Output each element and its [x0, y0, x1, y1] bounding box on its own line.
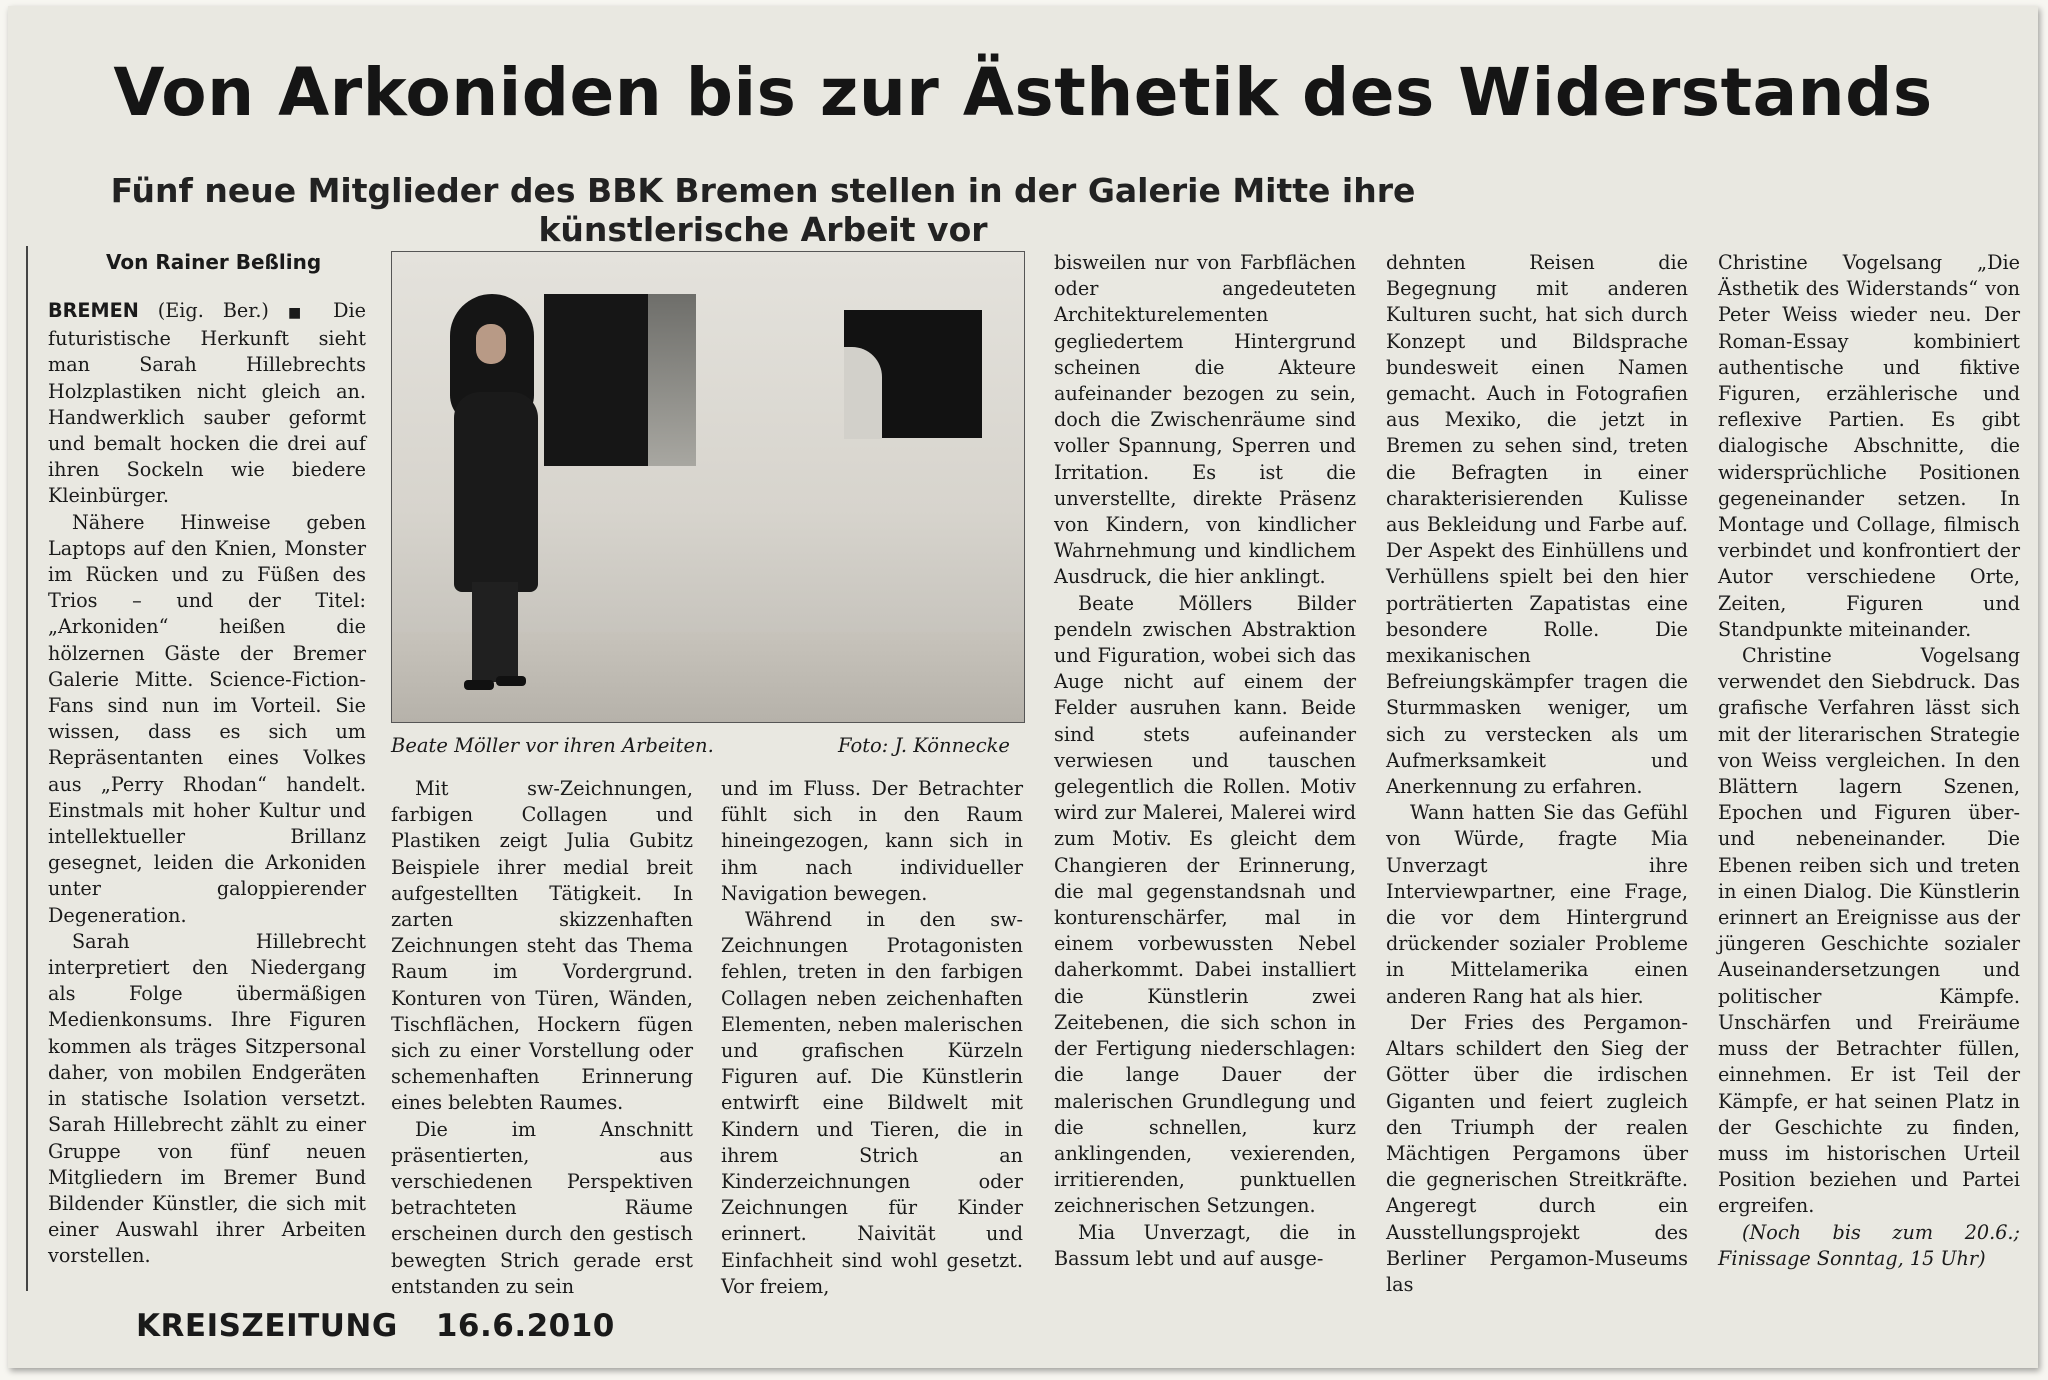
- person-body: [454, 392, 538, 592]
- paragraph: Christine Vogelsang verwendet den Siebdruck. Das grafische Verfahren lässt sich mit der literarischen Strategie von Weiss vergleichen. In den Blättern lagern Szenen, Epochen und Figuren über- und nebeneinander. Die Ebenen reiben sich und treten in einen Dialog. Die Künstlerin erinnert an Ereignisse aus der jüngeren Geschichte sozialer Auseinandersetzungen und politischer Kämpfe. Unschärfen und Freiräume muss der Betrachter füllen, einnehmen. Er ist Teil der Kämpfe, er hat seinen Platz in der Geschichte zu finden, muss im historischen Urteil Position beziehen und Partei ergreifen.: [1718, 644, 2020, 1218]
- article-column-6: [1718, 250, 2020, 1272]
- publication-footer: [136, 1308, 615, 1344]
- paragraph: Sarah Hillebrecht interpretiert den Niedergang als Folge übermäßigen Medienkonsums. Ihre Figuren kommen als träges Sitzpersonal daher, von mobilen Endgeräten in statische Isolation versetzt. Sarah Hillebrecht zählt zu einer Gruppe von fünf neuen Mitgliedern im Bremer Bund Bildender Künstler, die sich mit einer Auswahl ihrer Arbeiten vorstellen.: [48, 929, 366, 1268]
- publication-date: 16.6.2010: [435, 1308, 615, 1344]
- person-shoe: [464, 680, 494, 690]
- article-column-3: [721, 776, 1023, 1300]
- paragraph: bisweilen nur von Farbflächen oder angedeuteten Architekturelementen gegliedertem Hintergrund scheinen die Akteure aufeinander bezogen zu sein, doch die Zwischenräume sind voller Spannung, Sperren und Irritation. Es ist die unverstellte, direkte Präsenz von Kindern, von kindlicher Wahrnehmung und kindlichem Ausdruck, die hier anklingt.: [1054, 251, 1356, 589]
- photo-credit: Foto: J. Könnecke: [838, 734, 1010, 757]
- paragraph: dehnten Reisen die Begegnung mit anderen Kulturen sucht, hat sich durch Konzept und Bildsprache bundesweit einen Namen gemacht. Auch in Fotografien aus Mexiko, die jetzt in Bremen zu sehen sind, treten die Befragten in einer charakterisierenden Kulisse aus Bekleidung und Farbe auf. Der Aspekt des Einhüllens und Verhüllens spielt bei den hier porträtierten Zapatistas eine besondere Rolle. Die mexikanischen Befreiungskämpfer tragen die Sturmmasken weniger, um sich zu verstecken als um Aufmerksamkeit und Anerkennung zu erfahren.: [1386, 251, 1688, 799]
- paragraph: Der Fries des Pergamon-Altars schildert den Sieg der Götter über die irdischen Giganten und feiert zugleich den Triumph der realen Mächtigen Pergamons über die gegnerischen Streitkräfte. Angeregt durch ein Ausstellungsprojekt des Berliner Pergamon-Museums las: [1386, 1010, 1688, 1296]
- paragraph: Mia Unverzagt, die in Bassum lebt und auf ausge-: [1054, 1220, 1356, 1270]
- artwork-left-panel: [648, 294, 696, 466]
- paragraph: Christine Vogelsang „Die Ästhetik des Widerstands“ von Peter Weiss wieder neu. Der Roman-Essay kombiniert authentische und fiktive Figuren, erzählerische und reflexive Partien. Es gibt dialogische Abschnitte, die widersprüchliche Positionen gegeneinander setzen. In Montage und Collage, filmisch verbindet und konfrontiert der Autor verschiedene Orte, Zeiten, Figuren und Standpunkte miteinander.: [1718, 251, 2020, 641]
- article-column-5: [1386, 250, 1688, 1298]
- paragraph: [48, 298, 366, 510]
- paragraph-text: Die futuristische Herkunft sieht man Sarah Hillebrechts Holzplastiken nicht gleich an. Handwerklich sauber geformt und bemalt hocken die drei auf ihren Sockeln wie biedere Kleinbürger.: [48, 299, 366, 508]
- paragraph: Wann hatten Sie das Gefühl von Würde, fragte Mia Unverzagt ihre Interviewpartner, eine Frage, die vor dem Hintergrund drückender sozialer Probleme in Mittelamerika einen anderen Rang hat als hier.: [1386, 801, 1688, 1008]
- closing-note: (Noch bis zum 20.6.; Finissage Sonntag, 15 Uhr): [1718, 1220, 2020, 1270]
- paragraph: Nähere Hinweise geben Laptops auf den Knien, Monster im Rücken und zu Füßen des Trios – und der Titel: „Arkoniden“ heißen die hölzernen Gäste der Bremer Galerie Mitte. Science-Fiction-Fans sind nun im Vorteil. Sie wissen, dass es sich um Repräsentanten eines Volkes aus „Perry Rhodan“ handelt. Einstmals mit hoher Kultur und intellektueller Brillanz gesegnet, leiden die Arkoniden unter galoppierender Degeneration.: [48, 510, 366, 927]
- paragraph: Mit sw-Zeichnungen, farbigen Collagen und Plastiken zeigt Julia Gubitz Beispiele ihrer medial breit aufgestellten Tätigkeit. In zarten skizzenhaften Zeichnungen steht das Thema Raum im Vordergrund. Konturen von Türen, Wänden, Tischflächen, Hockern fügen sich zu einer Vorstellung oder schemenhaften Erinnerung eines belebten Raumes.: [391, 777, 693, 1115]
- photo-caption: Beate Möller vor ihren Arbeiten.: [391, 734, 714, 757]
- article-column-4: [1054, 250, 1356, 1272]
- paragraph: Beate Möllers Bilder pendeln zwischen Abstraktion und Figuration, wobei sich das Auge nicht auf einem der Felder ausruhen kann. Beide sind stets aufeinander verwiesen und tauschen gelegentlich die Rollen. Motiv wird zur Malerei, Malerei wird zum Motiv. Es gleicht dem Changieren der Erinnerung, die mal gegenstandsnah und konturenschärfer, mal in einem vorbewussten Nebel daherkommt. Dabei installiert die Künstlerin zwei Zeitebenen, die sich schon in der Fertigung niederschlagen: die lange Dauer der malerischen Grundlegung und die schnellen, kurz anklingenden, vexierenden, irritierenden, punktuellen zeichnerischen Setzungen.: [1054, 591, 1356, 1218]
- person-legs: [472, 582, 518, 682]
- paragraph: und im Fluss. Der Betrachter fühlt sich in den Raum hineingezogen, kann sich in ihm nach individueller Navigation bewegen.: [721, 777, 1023, 905]
- article-column-2: [391, 776, 693, 1300]
- newspaper-clipping: [8, 6, 2038, 1368]
- dateline: BREMEN: [48, 299, 139, 322]
- paragraph: Die im Anschnitt präsentierten, aus verschiedenen Perspektiven betrachteten Räume erscheinen durch den gestisch bewegten Strich gerade erst entstanden zu sein: [391, 1117, 693, 1298]
- person-shoe: [496, 676, 526, 686]
- article-column-1: [48, 298, 366, 1270]
- artwork-right-shape: [844, 347, 882, 439]
- dateline-separator: ■: [287, 305, 315, 321]
- publication-name: KREISZEITUNG: [136, 1308, 398, 1344]
- paragraph: Während in den sw-Zeichnungen Protagonisten fehlen, treten in den farbigen Collagen neben zeichenhaften Elementen, neben malerischen und grafischen Kürzeln Figuren auf. Die Künstlerin entwirft eine Bildwelt mit Kindern und Tieren, die in ihrem Strich an Kinderzeichnungen oder Zeichnungen für Kinder erinnert. Naivität und Einfachheit sind wohl gesetzt. Vor freiem,: [721, 908, 1023, 1298]
- person-face: [476, 324, 506, 364]
- column-rule: [26, 246, 28, 1291]
- byline: Von Rainer Beßling: [106, 250, 322, 274]
- headline: Von Arkoniden bis zur Ästhetik des Widerstands: [113, 54, 1933, 131]
- article-photo: [391, 251, 1025, 723]
- subheadline: Fünf neue Mitglieder des BBK Bremen stellen in der Galerie Mitte ihre künstlerische Arbeit vor: [110, 171, 1416, 249]
- dateline-source: (Eig. Ber.): [157, 299, 269, 322]
